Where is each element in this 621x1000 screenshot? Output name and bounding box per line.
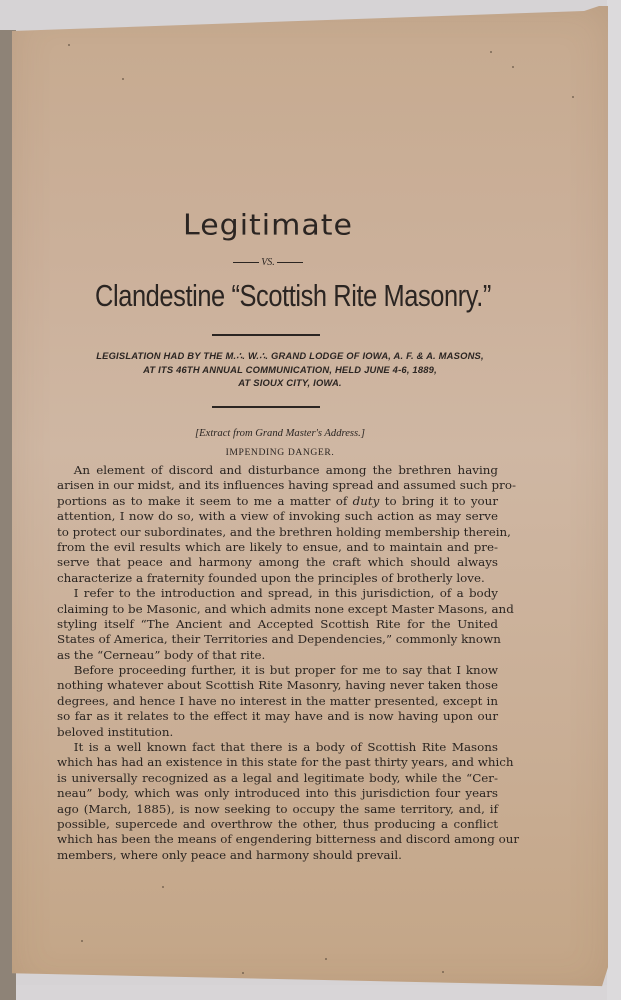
text-line: attention, I now do so, with a view of invoking such action as may serve bbox=[57, 510, 498, 524]
text-line: ago (March, 1885), is now seeking to occupy the same territory, and, if bbox=[57, 802, 498, 816]
text-line: members, where only peace and harmony should prevail. bbox=[57, 848, 402, 862]
text-line: from the evil results which are likely to ensue, and to maintain and pre- bbox=[57, 540, 498, 554]
paper-speck bbox=[68, 44, 70, 46]
text-line: I refer to the introduction and spread, in this jurisdiction, of a body bbox=[73, 587, 498, 601]
legislation-line: AT SIOUX CITY, IOWA. bbox=[238, 377, 342, 388]
paper-speck bbox=[122, 78, 124, 80]
text-line: which has been the means of engendering bitterness and discord among our bbox=[57, 833, 520, 847]
paper-speck bbox=[572, 96, 574, 98]
vs-label: VS. bbox=[261, 257, 275, 268]
title-clandestine: Clandestine “Scottish Rite Masonry.” bbox=[95, 278, 491, 313]
text-line: so far as it relates to the effect it may have and is now having upon our bbox=[57, 710, 498, 724]
paper-speck bbox=[242, 972, 244, 974]
text-line: styling itself “The Ancient and Accepted Scottish Rite for the United bbox=[57, 617, 498, 631]
text-line: arisen in our midst, and its influences having spread and assumed such pro- bbox=[57, 479, 516, 493]
divider-rule bbox=[212, 406, 320, 408]
vs-dash-right bbox=[277, 262, 303, 263]
paragraph bbox=[57, 663, 498, 740]
background-surface-right bbox=[607, 0, 621, 1000]
text-line: claiming to be Masonic, and which admits none except Master Masons, and bbox=[57, 602, 514, 616]
paragraph bbox=[57, 740, 520, 863]
text-line: to protect our subordinates, and the brethren holding membership therein, bbox=[57, 525, 511, 539]
text-line: beloved institution. bbox=[57, 725, 174, 739]
text-line: Before proceeding further, it is but proper for me to say that I know bbox=[73, 664, 498, 678]
text-line: nothing whatever about Scottish Rite Masonry, having never taken those bbox=[57, 679, 498, 693]
legislation-line: AT ITS 46TH ANNUAL COMMUNICATION, HELD JUNE 4-6, 1889, bbox=[143, 363, 437, 375]
body-text bbox=[57, 463, 520, 863]
text-line: characterize a fraternity founded upon the principles of brotherly love. bbox=[57, 571, 485, 585]
text-line: is universally recognized as a legal and legitimate body, while the “Cer- bbox=[57, 771, 498, 785]
text-line: States of America, their Territories and Dependencies,” commonly known bbox=[57, 633, 501, 647]
divider-rule bbox=[212, 334, 320, 336]
text-line: portions as to make it seem to me a matter of duty to bring it to your bbox=[57, 494, 498, 508]
text-line: neau” body, which was only introduced into this jurisdiction four years bbox=[57, 787, 498, 801]
text-line: It is a well known fact that there is a body of Scottish Rite Masons bbox=[73, 741, 498, 755]
paper-speck bbox=[162, 886, 164, 888]
background-surface bbox=[0, 985, 621, 1000]
extract-note: [Extract from Grand Master's Address.] bbox=[195, 428, 365, 439]
paper-speck bbox=[490, 51, 492, 53]
section-heading: IMPENDING DANGER. bbox=[225, 447, 335, 458]
text-line: degrees, and hence I have no interest in the matter presented, except in bbox=[57, 694, 498, 708]
paper-speck bbox=[512, 66, 514, 68]
title-legitimate: Legitimate bbox=[183, 208, 353, 243]
vs-separator bbox=[0, 257, 536, 268]
paragraph bbox=[57, 463, 516, 586]
paper-speck bbox=[81, 940, 83, 942]
text-line: as the “Cerneau” body of that rite. bbox=[57, 648, 266, 662]
paragraph bbox=[57, 586, 514, 663]
paper-speck bbox=[442, 971, 444, 973]
paper-speck bbox=[325, 958, 327, 960]
text-line: An element of discord and disturbance among the brethren having bbox=[73, 464, 498, 477]
text-line: which has had an existence in this state for the past thirty years, and which bbox=[57, 756, 514, 770]
vs-dash-left bbox=[233, 262, 259, 263]
legislation-line: LEGISLATION HAD BY THE M.∴. W.∴. GRAND LODGE OF IOWA, A. F. & A. MASONS, bbox=[96, 350, 484, 361]
text-line: serve that peace and harmony among the craft which should always bbox=[57, 556, 498, 570]
legislation-subtitle bbox=[0, 349, 580, 390]
text-line: possible, supercede and overthrow the other, thus producing a conflict bbox=[57, 817, 498, 831]
emphasis-duty: duty bbox=[352, 494, 380, 508]
